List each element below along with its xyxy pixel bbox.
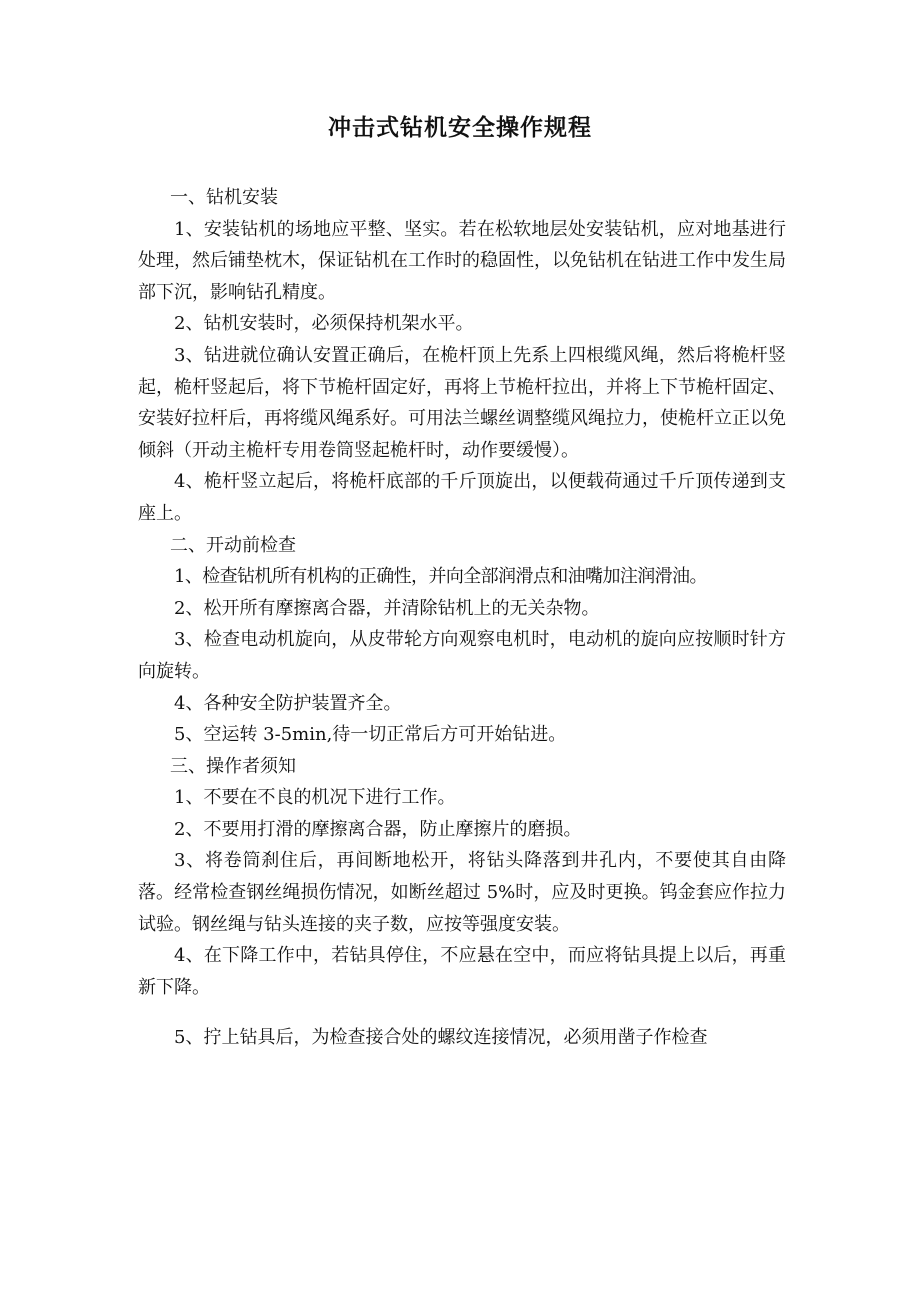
paragraph: 4、桅杆竖立起后，将桅杆底部的千斤顶旋出，以便载荷通过千斤顶传递到支座上。 xyxy=(138,471,786,524)
paragraph: 2、不要用打滑的摩擦离合器，防止摩擦片的磨损。 xyxy=(174,818,582,840)
paragraph: 2、松开所有摩擦离合器，并清除钻机上的无关杂物。 xyxy=(174,597,600,619)
paragraph: 5、空运转 3-5min,待一切正常后方可开始钻进。 xyxy=(174,724,567,746)
paragraph: 3、钻进就位确认安置正确后，在桅杆顶上先系上四根缆风绳，然后将桅杆竖起，桅杆竖起后，将下节桅杆固定好，再将上节桅杆拉出，并将上下节桅杆固定、安装好拉杆后，再将缆风绳系好。可用法兰螺丝调整缆风绳拉力，使桅杆立正以免倾斜（开动主桅杆专用卷筒竖起桅杆时，动作要缓慢）。 xyxy=(138,344,786,461)
paragraph: 1、不要在不良的机况下进行工作。 xyxy=(174,787,456,809)
paragraph: 5、拧上钻具后，为检查接合处的螺纹连接情况，必须用凿子作检查 xyxy=(174,1027,708,1049)
paragraph: 3、检查电动机旋向，从皮带轮方向观察电机时，电动机的旋向应按顺时针方向旋转。 xyxy=(138,629,786,682)
paragraph: 4、各种安全防护装置齐全。 xyxy=(174,692,402,714)
paragraph: 2、钻机安装时，必须保持机架水平。 xyxy=(174,313,474,335)
section-heading-2: 二、开动前检查 xyxy=(170,534,296,556)
paragraph: 3、将卷筒刹住后，再间断地松开，将钻头降落到井孔内，不要使其自由降落。经常检查钢丝绳损伤情况，如断丝超过 5%时，应及时更换。钨金套应作拉力试验。钢丝绳与钻头连接的夹子数，应按等强度安装。 xyxy=(138,850,786,935)
paragraph: 4、在下降工作中，若钻具停住，不应悬在空中，而应将钻具提上以后，再重新下降。 xyxy=(138,945,786,998)
section-heading-3: 三、操作者须知 xyxy=(170,755,296,777)
paragraph-gap xyxy=(138,1003,786,1022)
paragraph: 1、检查钻机所有机构的正确性，并向全部润滑点和油嘴加注润滑油。 xyxy=(174,566,707,588)
document-body xyxy=(138,182,786,1054)
document-title: 冲击式钻机安全操作规程 xyxy=(328,114,592,141)
paragraph: 1、安装钻机的场地应平整、坚实。若在松软地层处安装钻机，应对地基进行处理，然后铺垫枕木，保证钻机在工作时的稳固性，以免钻机在钻进工作中发生局部下沉，影响钻孔精度。 xyxy=(138,218,786,303)
section-heading-1: 一、钻机安装 xyxy=(170,187,278,208)
